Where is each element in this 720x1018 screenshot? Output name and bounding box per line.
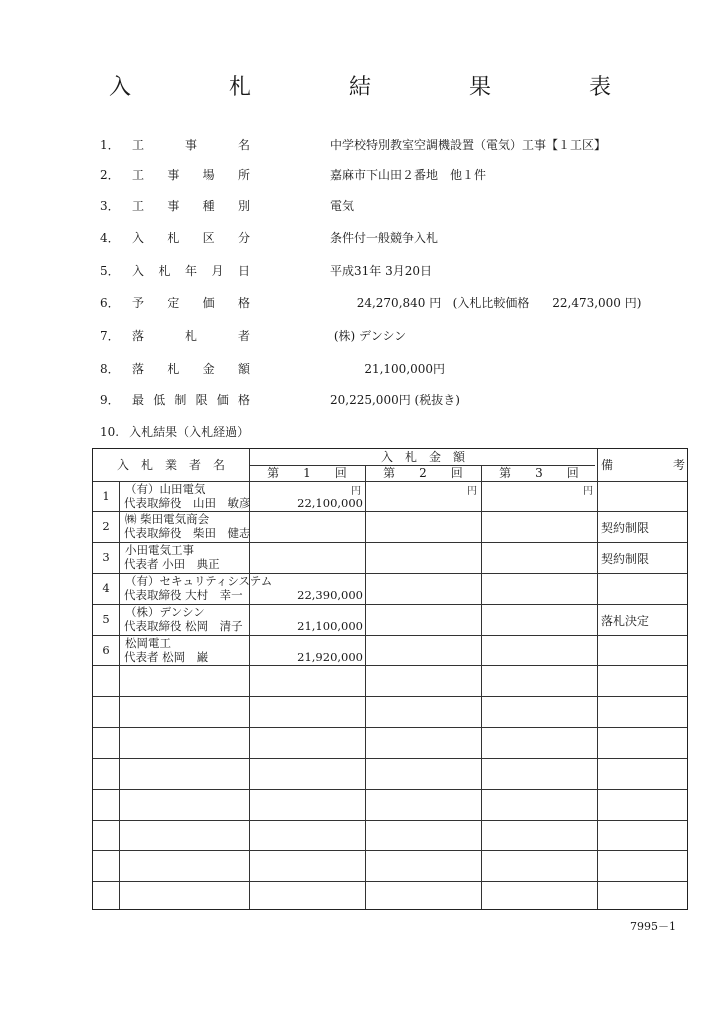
section-10-number: 10. xyxy=(100,425,120,439)
info-number: 2． xyxy=(100,168,120,182)
round-1-amount: 22,100,000 xyxy=(297,496,363,510)
section-10-label: 入札結果（入札経過） xyxy=(129,425,250,439)
info-label-char: 者 xyxy=(237,329,250,343)
col-divider xyxy=(481,465,482,909)
info-value: 中学校特別教室空調機設置（電気）工事【１工区】 xyxy=(330,138,607,152)
info-value: (株) デンシン xyxy=(330,329,407,343)
info-label-char: 札 xyxy=(167,362,180,376)
info-label-char: 最 xyxy=(132,393,145,407)
info-label-char: 金 xyxy=(202,362,215,376)
info-row xyxy=(0,391,720,411)
row-divider xyxy=(93,850,687,851)
remarks: 契約制限 xyxy=(601,521,650,535)
info-label-char: 分 xyxy=(237,231,250,245)
col-divider xyxy=(597,449,598,909)
remarks: 契約制限 xyxy=(601,552,650,566)
round-1-amount: 21,100,000 xyxy=(297,619,363,633)
representative: 代表者 松岡 巌 xyxy=(124,650,209,664)
info-number: 4． xyxy=(100,231,120,245)
representative: 代表者 小田 典正 xyxy=(124,557,220,571)
info-number: 8． xyxy=(100,362,120,376)
info-label xyxy=(132,327,250,344)
info-label-char: 札 xyxy=(167,231,180,245)
info-number: 9． xyxy=(100,393,120,407)
round-header: 第 2 回 xyxy=(383,466,463,480)
info-number: 1． xyxy=(100,138,120,152)
row-divider xyxy=(93,789,687,790)
info-label-char: 落 xyxy=(132,329,145,343)
info-row xyxy=(0,360,720,380)
round-1-amount: 22,390,000 xyxy=(297,588,363,602)
info-row xyxy=(0,136,720,156)
info-label-char: 価 xyxy=(216,393,229,407)
row-number: 5 xyxy=(102,612,110,626)
info-label-char: 入 xyxy=(132,264,145,278)
row-divider xyxy=(93,758,687,759)
info-label-char: 価 xyxy=(202,296,215,310)
info-row xyxy=(0,197,720,217)
info-label-char: 日 xyxy=(237,264,250,278)
company-name: （株）デンシン xyxy=(125,605,205,619)
company-name: ㈱ 柴田電気商会 xyxy=(125,512,210,526)
row-number: 3 xyxy=(102,550,110,564)
representative: 代表取締役 松岡 清子 xyxy=(124,619,243,633)
info-number: 7． xyxy=(100,329,120,343)
row-divider xyxy=(93,820,687,821)
info-number: 6． xyxy=(100,296,120,310)
info-label-char: 年 xyxy=(184,264,197,278)
round-header: 第 1 回 xyxy=(267,466,347,480)
info-value: 条件付一般競争入札 xyxy=(330,231,439,245)
row-divider xyxy=(93,635,687,636)
col-divider xyxy=(119,481,120,909)
info-value: 平成31年 3月20日 xyxy=(330,264,432,278)
row-number: 1 xyxy=(102,489,110,503)
info-label-char: 格 xyxy=(237,296,250,310)
info-label-char: 格 xyxy=(237,393,250,407)
info-row xyxy=(0,229,720,249)
info-number: 5． xyxy=(100,264,120,278)
row-number: 6 xyxy=(102,643,110,657)
info-value: 20,225,000円 (税抜き) xyxy=(330,393,460,407)
bid-results-table xyxy=(92,448,688,910)
info-row xyxy=(0,327,720,347)
yen-unit: 円 xyxy=(467,486,477,497)
representative: 代表取締役 柴田 健志 xyxy=(124,526,251,540)
info-label-char: 別 xyxy=(237,199,250,213)
info-label-char: 札 xyxy=(184,329,197,343)
company-name: 小田電気工事 xyxy=(125,543,194,557)
info-label-char: 落 xyxy=(132,362,145,376)
info-label xyxy=(132,294,250,311)
col-divider xyxy=(249,449,250,909)
round-1-amount: 21,920,000 xyxy=(297,650,363,664)
info-label xyxy=(132,262,250,279)
page-number: 7995－1 xyxy=(630,920,676,933)
yen-unit: 円 xyxy=(583,486,593,497)
info-row xyxy=(0,262,720,282)
info-value: 21,100,000円 xyxy=(330,362,446,376)
info-label-char: 事 xyxy=(167,199,180,213)
info-label xyxy=(132,197,250,214)
info-label-char: 月 xyxy=(211,264,224,278)
info-label-char: 工 xyxy=(132,168,145,182)
row-divider xyxy=(93,665,687,666)
info-label-char: 所 xyxy=(237,168,250,182)
col-divider xyxy=(365,465,366,909)
representative: 代表取締役 山田 敏彦 xyxy=(124,496,251,510)
info-label xyxy=(132,166,250,183)
company-name: （有）山田電気 xyxy=(125,482,206,496)
info-number: 3． xyxy=(100,199,120,213)
bidder-header: 入 札 業 者 名 xyxy=(116,458,225,472)
info-label xyxy=(132,136,250,153)
info-label-char: 種 xyxy=(202,199,215,213)
info-row xyxy=(0,166,720,186)
info-label-char: 制 xyxy=(174,393,187,407)
remarks: 落札決定 xyxy=(601,614,650,628)
amount-header: 入 札 金 額 xyxy=(380,450,465,464)
info-label-char: 限 xyxy=(195,393,208,407)
info-label-char: 事 xyxy=(184,138,197,152)
representative: 代表取締役 大村 幸一 xyxy=(124,588,243,602)
info-label xyxy=(132,391,250,408)
info-label-char: 入 xyxy=(132,231,145,245)
company-name: 松岡電工 xyxy=(125,636,171,650)
info-value: 24,270,840 円 (入札比較価格 22,473,000 円) xyxy=(330,296,642,310)
yen-unit: 円 xyxy=(351,486,361,497)
document-title: 入 札 結 果 表 xyxy=(108,75,649,100)
row-number: 2 xyxy=(102,519,110,533)
row-divider xyxy=(93,881,687,882)
info-label xyxy=(132,360,250,377)
info-label-char: 定 xyxy=(167,296,180,310)
info-label-char: 低 xyxy=(153,393,166,407)
info-label-char: 名 xyxy=(237,138,250,152)
info-label-char: 事 xyxy=(167,168,180,182)
company-name: （有）セキュリティシステム xyxy=(125,574,273,588)
info-label-char: 工 xyxy=(132,138,145,152)
row-divider xyxy=(93,696,687,697)
info-row xyxy=(0,294,720,314)
row-number: 4 xyxy=(102,581,110,595)
info-label-char: 場 xyxy=(202,168,215,182)
round-header: 第 3 回 xyxy=(499,466,579,480)
info-label-char: 額 xyxy=(237,362,250,376)
remarks-header: 備 考 xyxy=(601,458,686,472)
info-label-char: 札 xyxy=(158,264,171,278)
section-10-heading xyxy=(100,423,259,440)
info-value: 電気 xyxy=(330,199,355,213)
row-divider xyxy=(93,727,687,728)
info-label xyxy=(132,229,250,246)
info-label-char: 予 xyxy=(132,296,145,310)
info-label-char: 区 xyxy=(202,231,215,245)
info-value: 嘉麻市下山田２番地 他１件 xyxy=(330,168,487,182)
info-label-char: 工 xyxy=(132,199,145,213)
